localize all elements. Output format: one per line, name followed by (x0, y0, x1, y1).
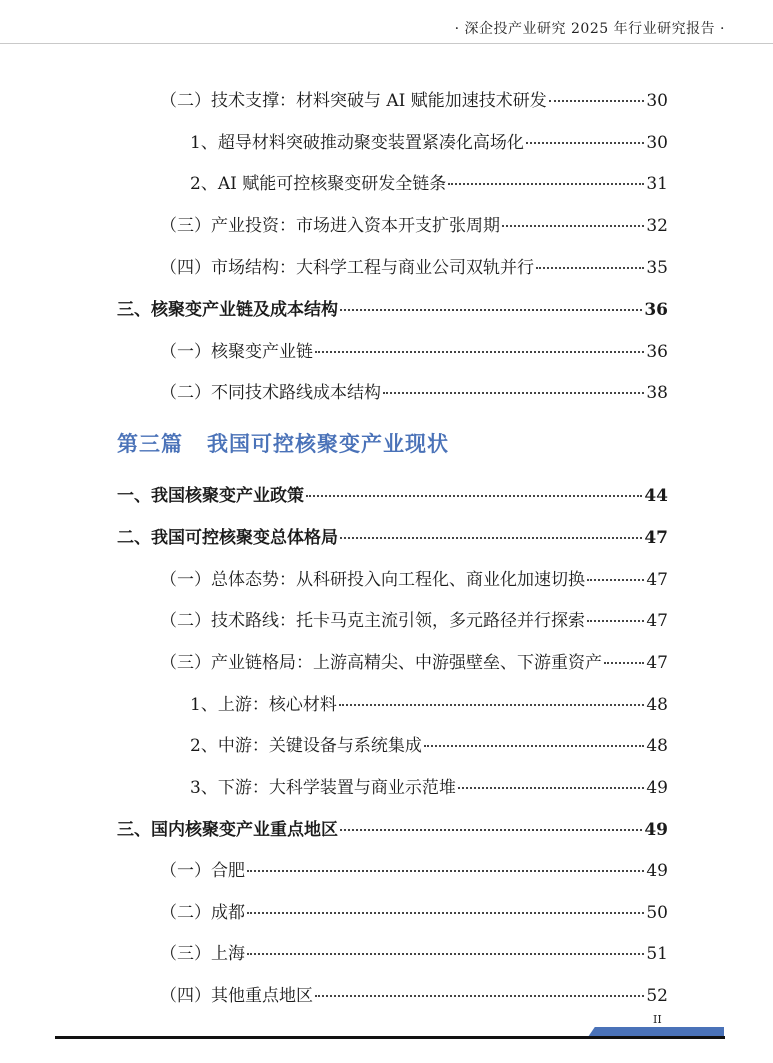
toc-leader (306, 495, 642, 497)
toc-entry-page: 31 (646, 174, 668, 194)
toc-leader (247, 870, 644, 872)
toc-leader (502, 225, 644, 227)
toc-entry-title: 2、中游：关键设备与系统集成 (190, 736, 422, 756)
toc-entry-page: 30 (646, 133, 668, 153)
toc-entry-title: 二、我国可控核聚变总体格局 (117, 528, 338, 548)
toc-leader (458, 787, 645, 789)
toc-entry-page: 47 (646, 570, 668, 590)
toc-entry[interactable] (0, 481, 773, 509)
toc-entry[interactable] (0, 211, 773, 239)
toc-leader (247, 912, 644, 914)
toc-entry-title: （四）其他重点地区 (160, 986, 313, 1006)
toc-leader (604, 662, 644, 664)
header-divider (0, 43, 773, 44)
toc-entry[interactable] (0, 337, 773, 365)
toc-entry-page: 35 (646, 258, 668, 278)
toc-entry-title: （三）产业投资：市场进入资本开支扩张周期 (160, 216, 500, 236)
toc-entry-title: （一）核聚变产业链 (160, 342, 313, 362)
toc-leader (526, 142, 645, 144)
toc-entry-title: （一）总体态势：从科研投入向工程化、商业化加速切换 (160, 570, 585, 590)
toc-entry[interactable] (0, 565, 773, 593)
toc-leader (340, 309, 642, 311)
part-label: 第三篇 (117, 431, 183, 456)
toc-entry-page: 36 (646, 342, 668, 362)
toc-entry-page: 48 (646, 695, 668, 715)
toc-entry-page: 47 (646, 611, 668, 631)
toc-entry[interactable] (0, 295, 773, 323)
toc-entry-title: （二）成都 (160, 903, 245, 923)
toc-entry-page: 36 (644, 300, 668, 320)
toc-entry[interactable] (0, 856, 773, 884)
toc-entry-title: 一、我国核聚变产业政策 (117, 486, 304, 506)
toc-entry-title: 1、上游：核心材料 (190, 695, 337, 715)
running-header: · 深企投产业研究 2025 年行业研究报告 · (454, 21, 725, 37)
toc-entry[interactable] (0, 731, 773, 759)
toc-entry[interactable] (0, 86, 773, 114)
toc-entry-title: （四）市场结构：大科学工程与商业公司双轨并行 (160, 258, 534, 278)
toc-entry-title: （三）上海 (160, 944, 245, 964)
toc-entry-title: 3、下游：大科学装置与商业示范堆 (190, 778, 456, 798)
toc-entry[interactable] (0, 128, 773, 156)
toc-entry-title: 1、超导材料突破推动聚变装置紧凑化高场化 (190, 133, 524, 153)
toc-entry-title: 2、AI 赋能可控核聚变研发全链条 (190, 174, 447, 194)
toc-entry[interactable] (0, 169, 773, 197)
toc-entry[interactable] (0, 606, 773, 634)
toc-entry-title: 三、核聚变产业链及成本结构 (117, 300, 338, 320)
toc-leader (587, 579, 644, 581)
toc-entry[interactable] (0, 981, 773, 1009)
toc-entry-page: 49 (644, 820, 668, 840)
toc-entry-page: 47 (646, 653, 668, 673)
toc-entry-page: 44 (644, 486, 668, 506)
toc-entry[interactable] (0, 378, 773, 406)
toc-entry-title: （二）技术支撑：材料突破与 AI 赋能加速技术研发 (160, 91, 547, 111)
toc-entry-title: （二）技术路线：托卡马克主流引领，多元路径并行探索 (160, 611, 585, 631)
toc-entry-page: 49 (646, 861, 668, 881)
toc-entry[interactable] (0, 690, 773, 718)
page-number: II (653, 1013, 662, 1026)
toc-leader (587, 620, 644, 622)
toc-entry[interactable] (0, 815, 773, 843)
toc-entry-page: 32 (646, 216, 668, 236)
footer-divider (55, 1036, 725, 1039)
toc-entry-page: 48 (646, 736, 668, 756)
toc-entry-page: 50 (646, 903, 668, 923)
toc-leader (448, 183, 644, 185)
toc-entry-page: 51 (646, 944, 668, 964)
toc-entry[interactable] (0, 253, 773, 281)
toc-leader (315, 995, 644, 997)
toc-entry[interactable] (0, 939, 773, 967)
toc-leader (424, 745, 645, 747)
toc-entry[interactable] (0, 648, 773, 676)
toc-leader (383, 392, 644, 394)
toc-leader (247, 953, 644, 955)
toc-leader (339, 704, 645, 706)
toc-entry-page: 52 (646, 986, 668, 1006)
toc-entry-title: （二）不同技术路线成本结构 (160, 383, 381, 403)
toc-leader (536, 267, 644, 269)
toc-leader (549, 100, 645, 102)
toc-entry-page: 30 (646, 91, 668, 111)
toc-entry[interactable] (0, 898, 773, 926)
toc-leader (315, 351, 644, 353)
toc-entry-page: 47 (644, 528, 668, 548)
toc-entry-page: 49 (646, 778, 668, 798)
toc-entry-title: 三、国内核聚变产业重点地区 (117, 820, 338, 840)
toc-leader (340, 829, 642, 831)
toc-entry[interactable] (0, 773, 773, 801)
toc-entry[interactable] (0, 523, 773, 551)
toc-entry-title: （一）合肥 (160, 861, 245, 881)
part-title-text: 我国可控核聚变产业现状 (207, 431, 449, 456)
toc-entry-page: 38 (646, 383, 668, 403)
toc-entry-title: （三）产业链格局：上游高精尖、中游强壁垒、下游重资产 (160, 653, 602, 673)
toc-leader (340, 537, 642, 539)
part-heading[interactable] (117, 428, 449, 458)
